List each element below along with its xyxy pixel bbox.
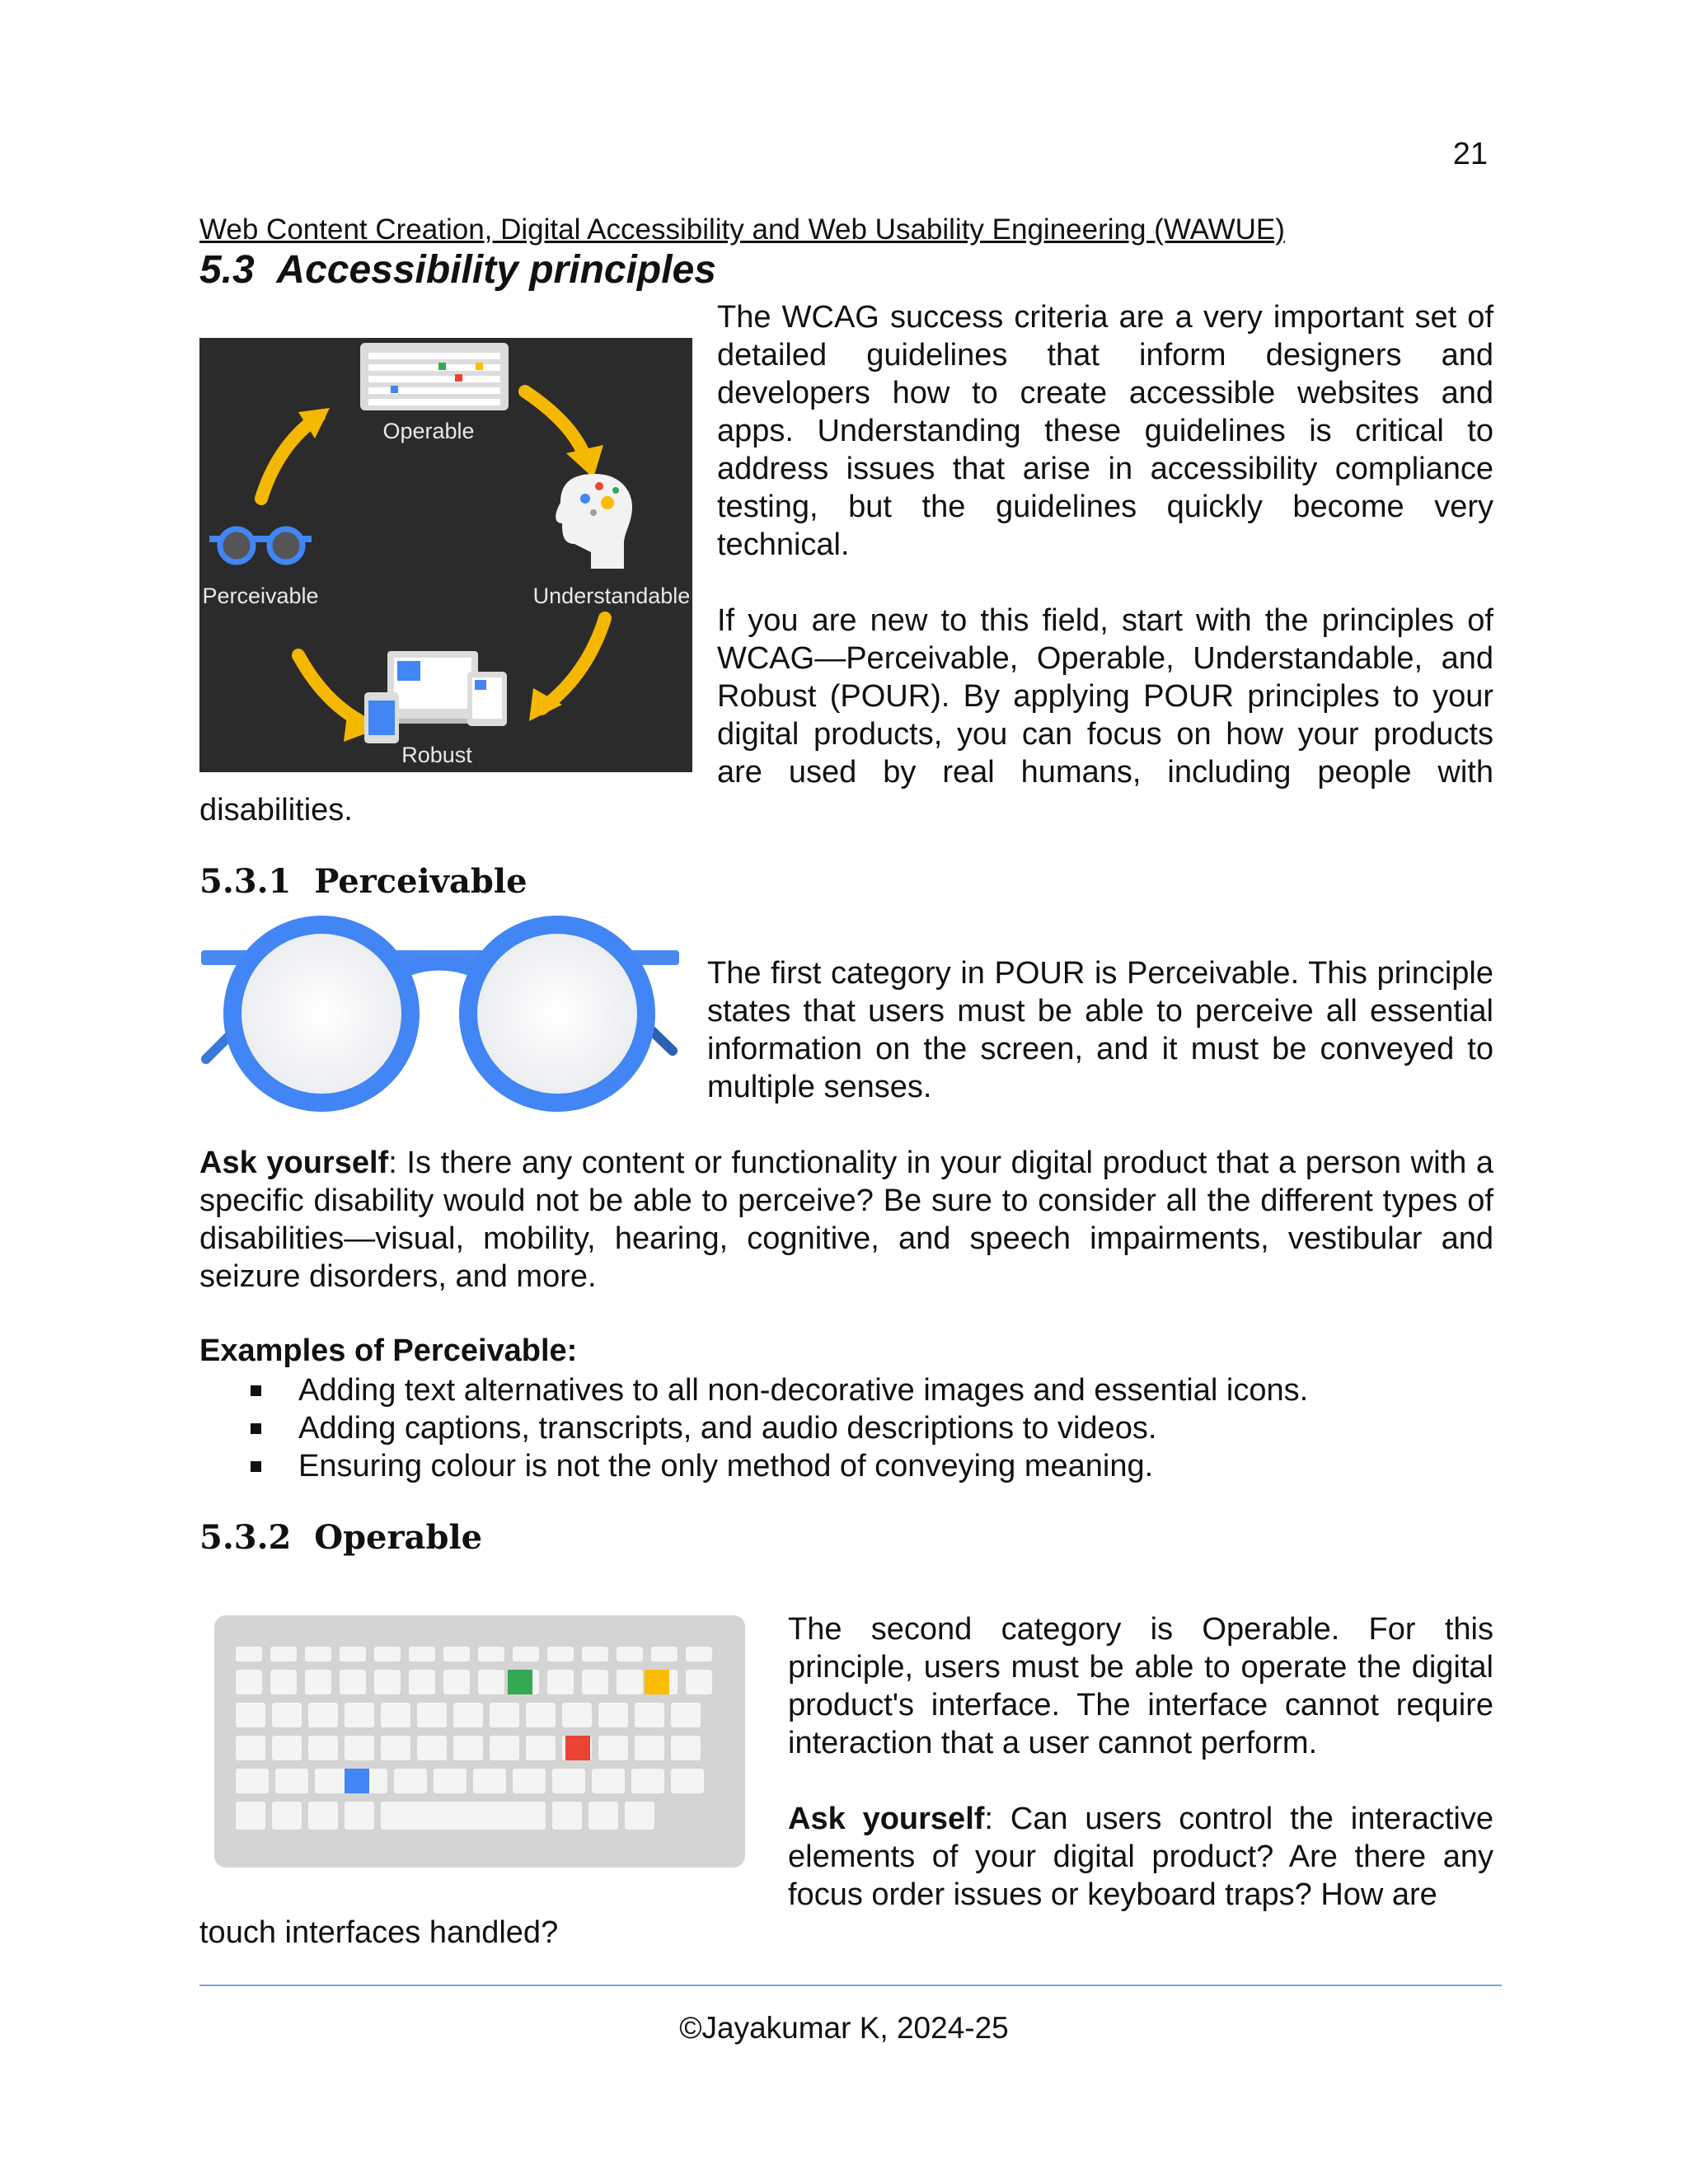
key <box>562 1703 592 1727</box>
colored-key <box>508 1670 532 1694</box>
colored-key <box>565 1736 590 1760</box>
examples-heading: Examples of Perceivable: <box>199 1333 578 1368</box>
perceivable-title: Perceivable <box>314 862 528 901</box>
operable-ask-continued: touch interfaces handled? <box>199 1915 559 1950</box>
key <box>236 1802 265 1830</box>
key <box>236 1769 269 1793</box>
key <box>381 1802 546 1830</box>
key <box>513 1647 539 1661</box>
list-item-text: Adding captions, transcripts, and audio descriptions to videos. <box>298 1411 1157 1446</box>
key <box>453 1703 483 1727</box>
ask-yourself-label: Ask yourself <box>199 1146 389 1180</box>
key <box>686 1647 712 1661</box>
devices-icon <box>364 651 507 743</box>
colored-key <box>345 1769 369 1793</box>
key <box>236 1736 265 1760</box>
key <box>617 1647 643 1661</box>
label-understandable: Understandable <box>532 583 691 608</box>
key <box>394 1769 427 1793</box>
glasses-illustration <box>198 911 681 1115</box>
ask-yourself-text: : Is there any content or functionality in your digital product that a person with a specific disability would not be able to perceive? Be sure to consider all the different types of disabilities—visual, mobility, hearing, cognitive, and speech impairments, vestibular and seizure disorders, and more. <box>199 1146 1493 1294</box>
key <box>671 1736 701 1760</box>
list-item-text: Ensuring colour is not the only method of conveying meaning. <box>298 1449 1154 1483</box>
bullet-square-icon <box>251 1423 261 1434</box>
arrow-bottom-right <box>542 618 605 709</box>
pour-diagram <box>199 338 692 772</box>
key <box>434 1769 467 1793</box>
key <box>272 1736 302 1760</box>
key <box>582 1670 608 1694</box>
key <box>490 1736 519 1760</box>
page-number: 21 <box>1452 137 1488 171</box>
key <box>345 1802 374 1830</box>
key <box>345 1736 374 1760</box>
key <box>305 1670 331 1694</box>
label-operable: Operable <box>382 419 475 443</box>
list-item <box>199 1447 1493 1485</box>
key <box>340 1647 366 1661</box>
key <box>374 1670 401 1694</box>
ask-yourself-label: Ask yourself <box>788 1802 985 1836</box>
key <box>631 1769 664 1793</box>
label-robust: Robust <box>401 743 472 767</box>
key <box>308 1736 338 1760</box>
examples-list <box>199 1371 1493 1485</box>
key <box>270 1670 297 1694</box>
glasses-icon <box>198 911 681 1115</box>
key <box>473 1769 506 1793</box>
list-item <box>199 1409 1493 1447</box>
key <box>409 1647 435 1661</box>
key <box>443 1647 470 1661</box>
key <box>526 1703 556 1727</box>
keyboard-large-icon <box>214 1615 745 1868</box>
key <box>305 1647 331 1661</box>
key <box>490 1703 519 1727</box>
key <box>582 1647 608 1661</box>
footer-copyright: ©Jayakumar K, 2024-25 <box>679 2011 1009 2045</box>
section-title: Accessibility principles <box>276 248 716 292</box>
key <box>598 1736 628 1760</box>
key <box>308 1802 338 1830</box>
key <box>453 1736 483 1760</box>
head-icon <box>556 474 632 569</box>
intro-paragraph-2: If you are new to this field, start with the principles of WCAG—Perceivable, Operable, Understandable, and Robust (POUR). By applying POUR principles to your digital products, you can focus on how your products are used by real humans, including people with disabilities. <box>199 603 1493 827</box>
key <box>635 1703 664 1727</box>
key <box>374 1647 401 1661</box>
list-item <box>199 1371 1493 1409</box>
key <box>478 1670 504 1694</box>
key <box>598 1703 628 1727</box>
key <box>272 1703 302 1727</box>
key <box>275 1769 308 1793</box>
intro-block <box>199 298 1493 829</box>
pour-cycle-figure <box>199 338 692 772</box>
key <box>236 1647 262 1661</box>
perceivable-ask <box>199 1144 1493 1296</box>
key <box>236 1703 265 1727</box>
key <box>236 1670 262 1694</box>
arrowhead-1 <box>566 445 603 478</box>
key <box>671 1703 701 1727</box>
key <box>686 1670 712 1694</box>
key <box>651 1647 678 1661</box>
operable-heading <box>199 1518 482 1557</box>
section-heading <box>199 247 716 293</box>
keyboard-illustration <box>214 1615 745 1868</box>
key <box>547 1670 574 1694</box>
key <box>617 1670 643 1694</box>
key <box>272 1802 302 1830</box>
key <box>409 1670 435 1694</box>
key <box>513 1769 546 1793</box>
key <box>381 1703 410 1727</box>
key <box>315 1769 348 1793</box>
intro-paragraph-1: The WCAG success criteria are a very important set of detailed guidelines that inform designers and developers how to create accessible websites and apps. Understanding these guidelines is critical to address issues that arise in accessibility compliance testing, but the guidelines quickly become very technical. <box>717 300 1493 562</box>
key <box>345 1703 374 1727</box>
operable-number: 5.3.2 <box>199 1518 292 1557</box>
key <box>381 1736 410 1760</box>
key <box>417 1736 447 1760</box>
key <box>443 1670 470 1694</box>
key <box>417 1703 447 1727</box>
key <box>635 1736 664 1760</box>
colored-key <box>645 1670 669 1694</box>
key <box>592 1769 625 1793</box>
key <box>478 1647 504 1661</box>
section-number: 5.3 <box>199 248 255 292</box>
key <box>308 1703 338 1727</box>
ask-yourself-text: : Can users control the interactive elements of your digital product? Are there any focus order issues or keyboard traps? How are <box>788 1802 1493 1912</box>
perceivable-number: 5.3.1 <box>199 862 292 901</box>
list-item-text: Adding text alternatives to all non-decorative images and essential icons. <box>298 1373 1309 1408</box>
operable-intro: The second category is Operable. For this principle, users must be able to operate the digital product's interface. The interface cannot require interaction that a user cannot perform. <box>788 1612 1493 1760</box>
running-header: Web Content Creation, Digital Accessibility and Web Usability Engineering (WAWUE) <box>199 213 1285 246</box>
operable-title: Operable <box>314 1518 483 1557</box>
glasses-small-icon <box>209 529 312 562</box>
key <box>270 1647 297 1661</box>
key <box>552 1769 585 1793</box>
key <box>340 1670 366 1694</box>
keyboard-icon <box>360 343 509 410</box>
key <box>625 1802 654 1830</box>
perceivable-heading <box>199 862 528 901</box>
key <box>552 1802 582 1830</box>
perceivable-intro: The first category in POUR is Perceivable. This principle states that users must be able to perceive all essential information on the screen, and it must be conveyed to multiple senses. <box>707 956 1493 1104</box>
key <box>526 1736 556 1760</box>
key <box>671 1769 704 1793</box>
bullet-square-icon <box>251 1461 261 1472</box>
key <box>588 1802 618 1830</box>
label-perceivable: Perceivable <box>202 583 319 608</box>
footer-divider <box>199 1985 1502 1986</box>
bullet-square-icon <box>251 1385 261 1396</box>
key <box>547 1647 574 1661</box>
operable-ask <box>788 1800 1493 1914</box>
